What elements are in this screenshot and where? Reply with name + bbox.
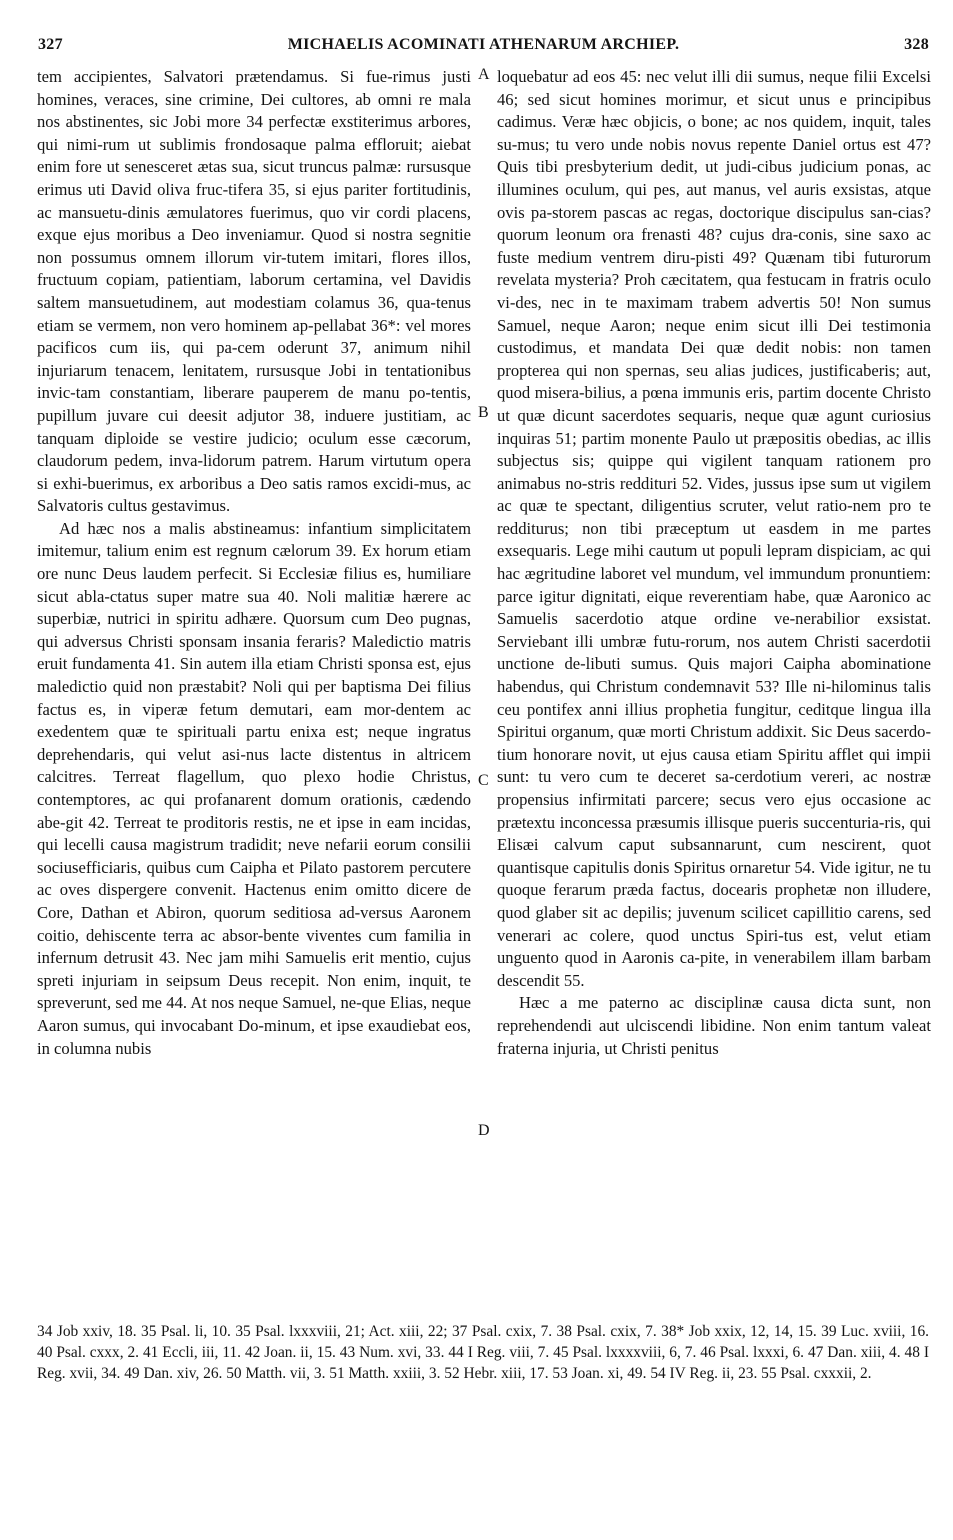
margin-marker-b: B bbox=[478, 404, 489, 421]
footnote-text: 34 Job xxiv, 18. 35 Psal. li, 10. 35 Psal. lxxxviii, 21; Act. xiii, 22; 37 Psal. cxix, 7. 38 Psal. cxix, 7. 38* Job xxix, 12, 14, 15. 39 Luc. xviii, 16. 40 Psal. cxxx, 2. 41 Eccli, iii, 11. 42 Joan. ii, 15. 43 Num. xvi, 33. 44 I Reg. viii, 7. 45 Psal. lxxxxviii, 6, 7. 46 Psal. lxxxi, 6. 47 Dan. xiii, 4. 48 I Reg. xvii, 34. 49 Dan. xiv, 26. 50 Matth. vii, 3. 51 Matth. xxiii, 3. 52 Hebr. xiii, 17. 53 Joan. xi, 49. 54 IV Reg. ii, 23. 55 Psal. cxxxii, 2. bbox=[37, 1323, 929, 1382]
margin-marker-c: C bbox=[478, 772, 489, 789]
paragraph: Hæc a me paterno ac disciplinæ causa dicta sunt, non reprehendendi aut ulciscendi libidine. Non enim tantum valeat fraterna injuria, ut Christi penitus bbox=[497, 993, 931, 1058]
right-column bbox=[497, 66, 931, 1308]
page-number-right: 328 bbox=[904, 36, 929, 53]
paragraph: tem accipientes, Salvatori prætendamus. Si fue-rimus justi homines, veraces, sine crimine, Dei cultores, ab omni re mala nos abstinentes, sic Jobi more 34 perfectæ exstiterimus arbores, qui nimi-rum ut sublimis frondosaque palma effloruit; aiebat enim fore ut senesceret ætas sua, sicut truncus palmæ: rursusque erimus uti David oliva fruc-tifera 35, si ejus pariter fortitudinis, ac mansuetu-dinis æmulatores fuerimus, quo vir cordi placens, exque ejus moribus a Deo inveniamur. Quod si nostra segnitie non possumus omnem illorum vir-tutem imitari, flores illos, fructuum copiam, patientiam, laborum certamina, vel Davidis saltem mansuetudinem, aut modestiam colamus 36, qua-tenus etiam se vermem, non vero hominem ap-pellabat 36*: vel mores pacificos cum iis, qui pa-cem oderunt 37, animum nihil injuriarum tenacem, lenitatem, rursusque Jobi in tentationibus invic-tam constantiam, liberare pauperem de manu po-tentis, pupillum juvare cui deesit adjutor 38, induere justitiam, ac tanquam diploide se vestire judicio; oculum esse cæcorum, claudorum pedem, inva-lidorum patrem. Harum virtutum opera si exhi-buerimus, ex arboribus a Deo satis ramos excidi-mus, ac Salvatoris cultus gestavimus. bbox=[37, 67, 471, 516]
left-column bbox=[37, 66, 471, 1308]
paragraph: Ad hæc nos a malis abstineamus: infantium simplicitatem imitemur, talium enim est regnum cælorum 39. Ex horum etiam ore nunc Deus laudem perfecit. Si Ecclesiæ filius es, humiliare sicut abla-ctatus super matre sua 40. Noli malitiæ hærere ac superbiæ, nutrici in spiritu adhære. Quorsum cum Deo pugnas, qui adversus Christi sponsam insania feraris? Maledictio matris eruit fundamenta 41. Sin autem illa etiam Christi sponsa est, ejus maledictio quid non præstabit? Noli qui per baptisma Dei filius factus es, in viperæ fetum demutari, eam mor-dentem ac exedentem quæ te spirituali partu enixa est; neque ingratus deprehendaris, qui velut asi-nus lacte distentus in altricem calcitres. Terreat flagellum, quo plexo hodie Christus, contemptores, ac qui profanarent domum orationis, cædendo abe-git 42. Terreat te proditoris restis, ne et ipse in eam incidas, qui lecelli causa magistrum tradidit; neve nefarii eorum consilii sociusefficiaris, quibus cum Caipha et Pilato pastorem percutere ac oves dispergere convenit. Hactenus enim omitto dicere de Core, Dathan et Abiron, quorum seditiosa ad-versus Aaronem coitio, dehiscente terra ac absor-bente viventes cum familia in infernum detrusit 43. Nec jam mihi Samuelis erit mentio, cujus spreti injuriam in seipsum Deus recepit. Non enim, inquit, te spreverunt, sed me 44. At nos neque Samuel, ne-que Elias, neque Aaron sumus, qui invocabant Do-minum, et ipse exaudiebat eos, in columna nubis bbox=[37, 518, 471, 1058]
running-title: MICHAELIS ACOMINATI ATHENARUM ARCHIEP. bbox=[287, 36, 680, 53]
page-header bbox=[38, 36, 929, 62]
margin-marker-a: A bbox=[478, 66, 490, 83]
margin-marker-d: D bbox=[478, 1122, 490, 1139]
footnotes bbox=[37, 1322, 929, 1522]
paragraph: loquebatur ad eos 45: nec velut illi dii sumus, neque filii Excelsi 46; sed sicut homines morimur, et sicut unus e principibus cadimus. Veræ hæc objicis, o bone; ac nos quidem, inquit, tales su-mus; tu vero unde nobis novus repente Daniel ortus est 47? Quis tibi presbyterium dedit, ut judi-cibus judicium ponas, ac illumines oculum, qui pes, aut manus, vel auris exsistas, atque ovis pa-storem pascas ac regas, doctorique discipulus san-cias? quorum leonum ora frenasti 48? cujus dra-conis, sine saxo ac fuste medium ventrem diru-pisti 49? Quænam tibi futurorum revelata mysteria? Proh cæcitatem, qua festucam in fratris oculo vi-des, nec in te maximam trabem advertis 50! Non sumus Samuel, neque Aaron; neque enim sicut illi Dei testimonia custodimus, et mandata Dei quæ dedit nobis: non tamen propterea qui non spernas, seu alias judices, justificaberis; aut, quod misera-bilius, a pœna immunis eris, partim docente Christo ut quæ dicunt sacerdotes sequaris, neque quæ agunt curiosius inquiras 51; partim monente Paulo ut præpositis obedias, ac illis subjectus sis; quippe qui vigilent tanquam rationem pro animabus no-stris reddituri 52. Vides, jussus ipse sum ut vigilem ac quæ te spectant, diligentius scruter, velut ratio-nem pro te redditurus; non tibi præceptum ut easdem in me partes exsequaris. Lege mihi cautum ut populi lepram dispiciam, ac qui hac ægritudine laboret vel mundum, vel immundum pronuntiem: parce igitur dignitati, eique reverentiam habe, quæ Aaronico ac Samuelis sacerdotio atque ordine ve-nerabilior exsistat. Serviebant illi umbræ futu-rorum, nos autem Christi sacerdotii unctione de-libuti sumus. Quis majori Caipha abominatione habendus, qui Christum condemnavit 53? Ille ni-hilominus talis ceu pontifex anni illius prophetia fungitur, ceditque lingua illa Spiritui organum, quæ morti Christum addixit. Sic Deus sacerdo-tium honorare novit, ut ejus causa etiam Spiritu afflet qui impii sunt: tu vero cum te deceret sa-cerdotium vereri, ac nostræ propensius infirmitati parcere; secus vero ejus occasione ac prætextu inconcessa præsumis illisque pueris succenturia-ris, qui Elisæi calvum caput subsannarunt, cum nescirent, quot quantisque capitulis donis Spiritus ornaretur 54. Vide igitur, ne tu quoque ferarum præda factus, docearis prophetæ non illudere, quod glaber sit ac depilis; juvenum scilicet capillitio carens, sed venerari ac colere, quod unctus Spiri-tus est, velut etiam unguento quod in Aaronis ca-pite, in venerabilem illam barbam descendit 55. bbox=[497, 67, 931, 990]
page-number-left: 327 bbox=[38, 36, 63, 53]
